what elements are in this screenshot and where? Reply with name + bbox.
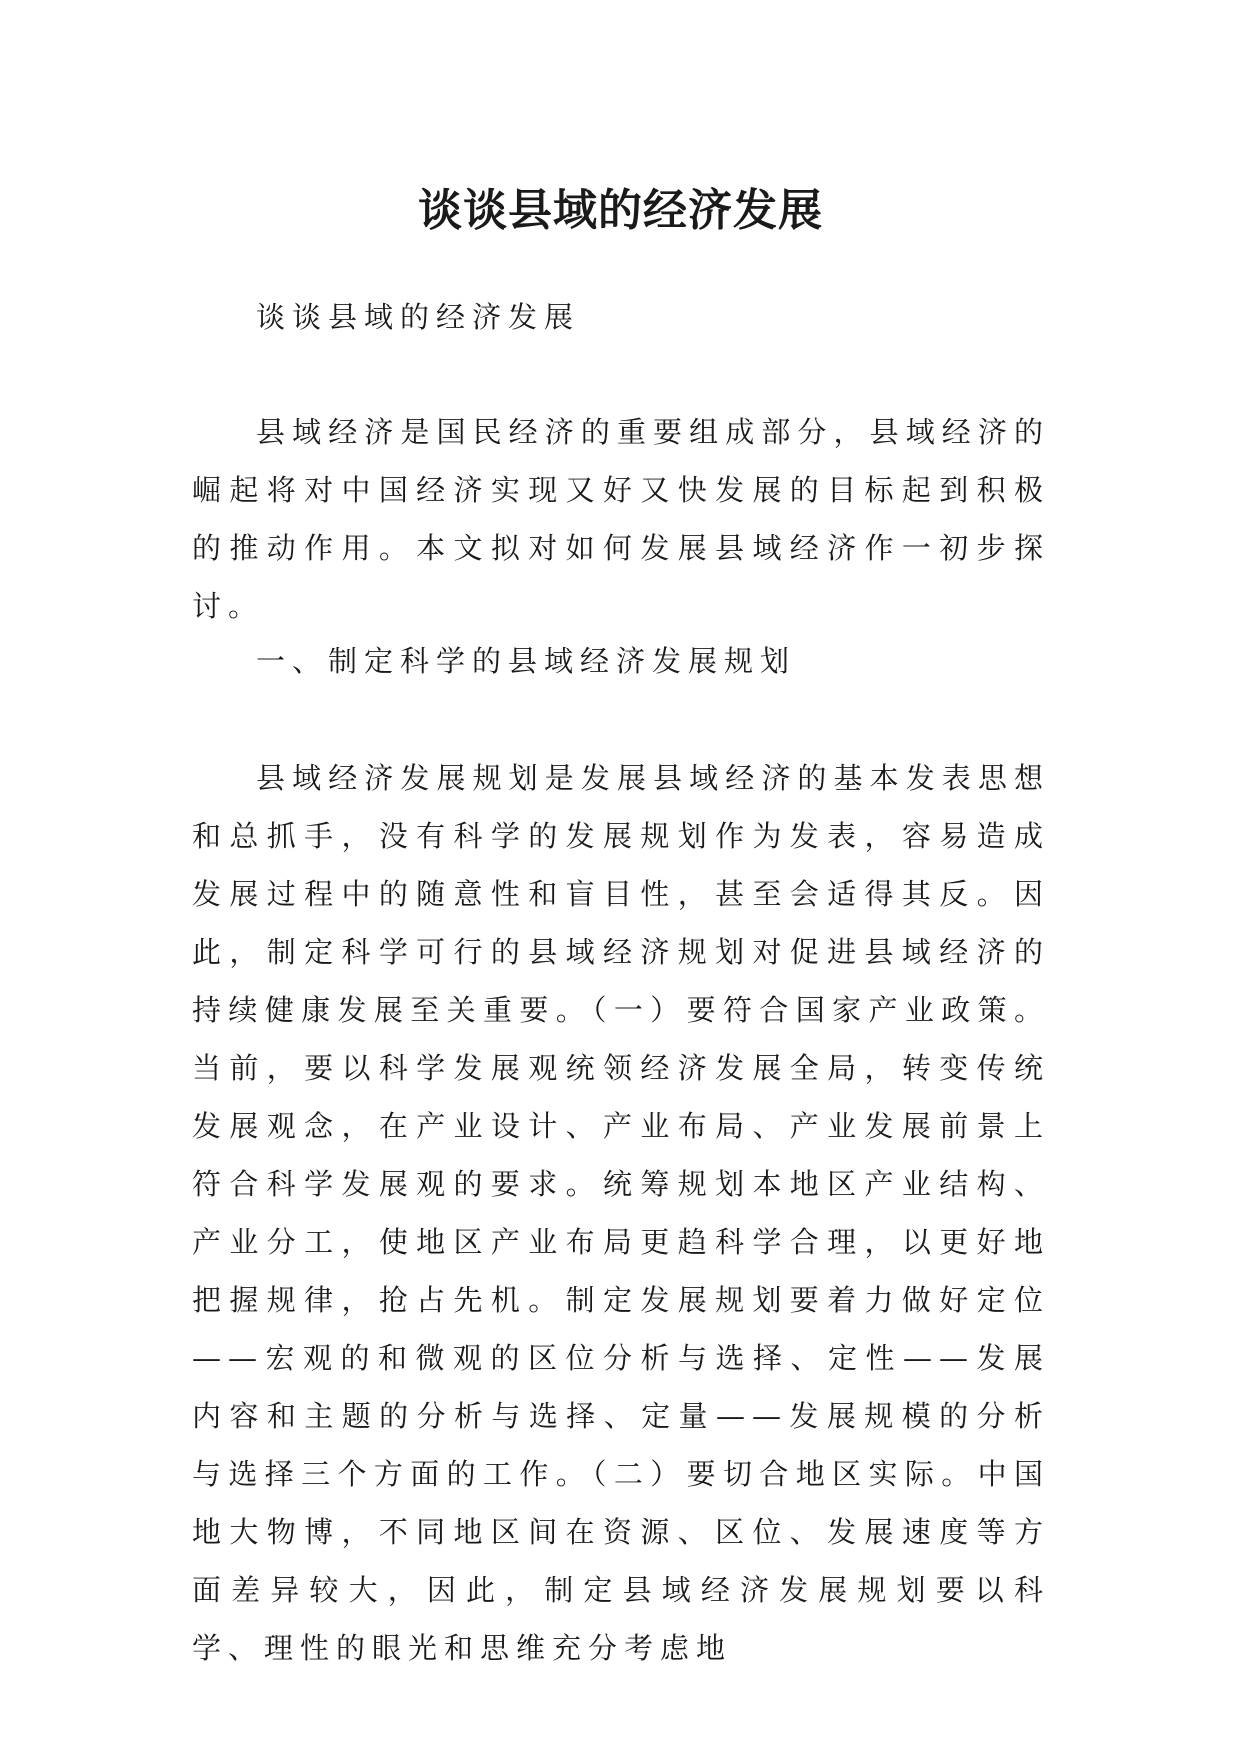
subtitle-paragraph: 谈谈县域的经济发展 <box>256 300 581 334</box>
section-heading: 一、制定科学的县域经济发展规划 <box>256 644 797 678</box>
document-title: 谈谈县域的经济发展 <box>418 185 823 237</box>
intro-paragraph: 县域经济是国民经济的重要组成部分，县域经济的崛起将对中国经济实现又好又快发展的目标起到积极的推动作用。本文拟对如何发展县域经济作一初步探讨。 <box>192 415 1050 623</box>
section-paragraph: 县域经济发展规划是发展县域经济的基本发表思想和总抓手，没有科学的发展规划作为发表，容易造成发展过程中的随意性和盲目性，甚至会适得其反。因此，制定科学可行的县域经济规划对促进县域经济的持续健康发展至关重要。（一）要符合国家产业政策。当前，要以科学发展观统领经济发展全局，转变传统发展观念，在产业设计、产业布局、产业发展前景上符合科学发展观的要求。统筹规划本地区产业结构、产业分工，使地区产业布局更趋科学合理，以更好地把握规律，抢占先机。制定发展规划要着力做好定位——宏观的和微观的区位分析与选择、定性——发展内容和主题的分析与选择、定量——发展规模的分析与选择三个方面的工作。（二）要切合地区实际。中国地大物博，不同地区间在资源、区位、发展速度等方面差异较大，因此，制定县域经济发展规划要以科学、理性的眼光和思维充分考虑地 <box>192 761 1050 1665</box>
